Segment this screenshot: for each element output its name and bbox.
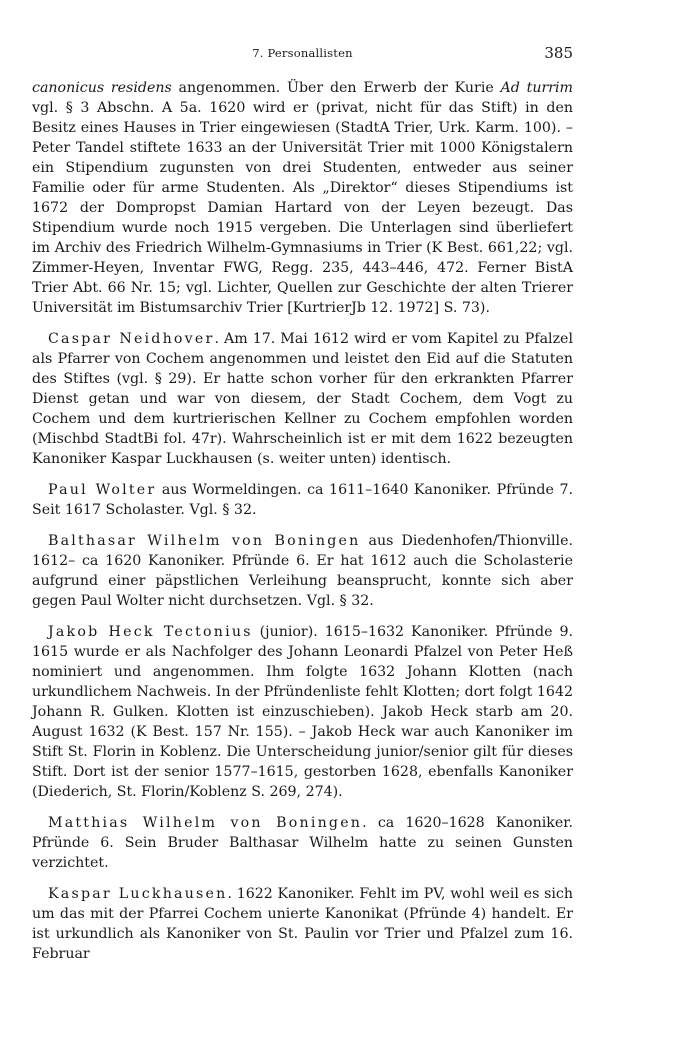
- entry-text: aus Diedenhofen/Thionville. 1612– ca 1620 Kanoniker. Pfründe 6. Er hat 1612 auch die Scholasterie aufgrund einer päpstlichen Verleihung beansprucht, konnte sich aber gegen Paul Wolter nicht durchsetzen. Vgl. § 32.: [32, 533, 573, 609]
- entry-name: Kaspar Luckhausen: [48, 886, 228, 902]
- entry-text: . ca 1620–1628 Kanoniker. Pfründe 6. Sein Bruder Balthasar Wilhelm hatte zu seinen Gunsten verzichtet.: [32, 815, 574, 871]
- text-italic: canonicus residens: [32, 80, 172, 96]
- entry-name: Jakob Heck Tectonius: [48, 624, 253, 640]
- page-body: [32, 78, 573, 964]
- entry-name: Matthias Wilhelm von Boningen: [48, 815, 363, 831]
- text-run: vgl. § 3 Abschn. A 5a. 1620 wird er (privat, nicht für das Stift) in den Besitz eines Hauses in Trier eingewiesen (StadtA Trier, Urk. Karm. 100). – Peter Tandel stiftete 1633 an der Universität Trier mit 1000 Königstalern ein Stipendium zugunsten von drei Studenten, entweder aus seiner Familie oder für arme Studenten. Als „Direktor“ dieses Stipendiums ist 1672 der Dompropst Damian Hartard von der Leyen bezeugt. Das Stipendium wurde noch 1915 vergeben. Die Unterlagen sind überliefert im Archiv des Friedrich Wilhelm-Gymnasiums in Trier (K Best. 661,22; vgl. Zimmer-Heyen, Inventar FWG, Regg. 235, 443–446, 472. Ferner BistA Trier Abt. 66 Nr. 15; vgl. Lichter, Quellen zur Geschichte der alten Trierer Universität im Bistumsarchiv Trier [KurtrierJb 12. 1972] S. 73).: [32, 100, 573, 316]
- entry-text: . Am 17. Mai 1612 wird er vom Kapitel zu Pfalzel als Pfarrer von Cochem angenommen und leistet den Eid auf die Statuten des Stiftes (vgl. § 29). Er hatte schon vorher für den erkrankten Pfarrer Dienst getan und war von diesem, der Stadt Cochem, dem Vogt zu Cochem und dem kurtrierischen Kellner zu Cochem empfohlen worden (Mischbd StadtBi fol. 47r). Wahrscheinlich ist er mit dem 1622 bezeugten Kanoniker Kaspar Luckhausen (s. weiter unten) identisch.: [32, 331, 573, 467]
- text-run: angenommen. Über den Erwerb der Kurie: [171, 80, 501, 96]
- entry-matthias-wilhelm-von-boningen: [32, 813, 573, 873]
- entry-name: Paul Wolter: [48, 482, 157, 498]
- entry-balthasar-wilhelm-von-boningen: [32, 531, 573, 611]
- entry-paul-wolter: [32, 480, 573, 520]
- page-number: 385: [544, 44, 573, 62]
- entry-name: Balthasar Wilhelm von Boningen: [48, 533, 361, 549]
- entry-jakob-heck-tectonius: [32, 622, 573, 802]
- text-italic: Ad turrim: [500, 80, 574, 96]
- page-header: [32, 46, 573, 76]
- entry-caspar-neidhover: [32, 329, 573, 469]
- running-title: 7. Personallisten: [252, 46, 353, 60]
- entry-kaspar-luckhausen: [32, 884, 573, 964]
- entry-text: aus Wormeldingen. ca 1611–1640 Kanoniker. Pfründe 7. Seit 1617 Scholaster. Vgl. § 32.: [32, 482, 573, 518]
- entry-name: Caspar Neidhover: [48, 331, 215, 347]
- entry-text: (junior). 1615–1632 Kanoniker. Pfründe 9. 1615 wurde er als Nachfolger des Johann Leonardi Pfalzel von Peter Heß nominiert und angenommen. Ihm folgte 1632 Johann Klotten (nach urkundlichem Nachweis. In der Pfründenliste fehlt Klotten; dort folgt 1642 Johann R. Gulken. Klotten ist einzuschieben). Jakob Heck starb am 20. August 1632 (K Best. 157 Nr. 155). – Jakob Heck war auch Kanoniker im Stift St. Florin in Koblenz. Die Unterscheidung junior/senior gilt für dieses Stift. Dort ist der senior 1577–1615, gestorben 1628, ebenfalls Kanoniker (Diederich, St. Florin/Koblenz S. 269, 274).: [32, 624, 573, 800]
- book-page: [32, 0, 573, 975]
- paragraph: [32, 78, 573, 318]
- entry-text: . 1622 Kanoniker. Fehlt im PV, wohl weil es sich um das mit der Pfarrei Cochem unierte Kanonikat (Pfründe 4) handelt. Er ist urkundlich als Kanoniker von St. Paulin vor Trier und Pfalzel zum 16. Februar: [32, 886, 573, 962]
